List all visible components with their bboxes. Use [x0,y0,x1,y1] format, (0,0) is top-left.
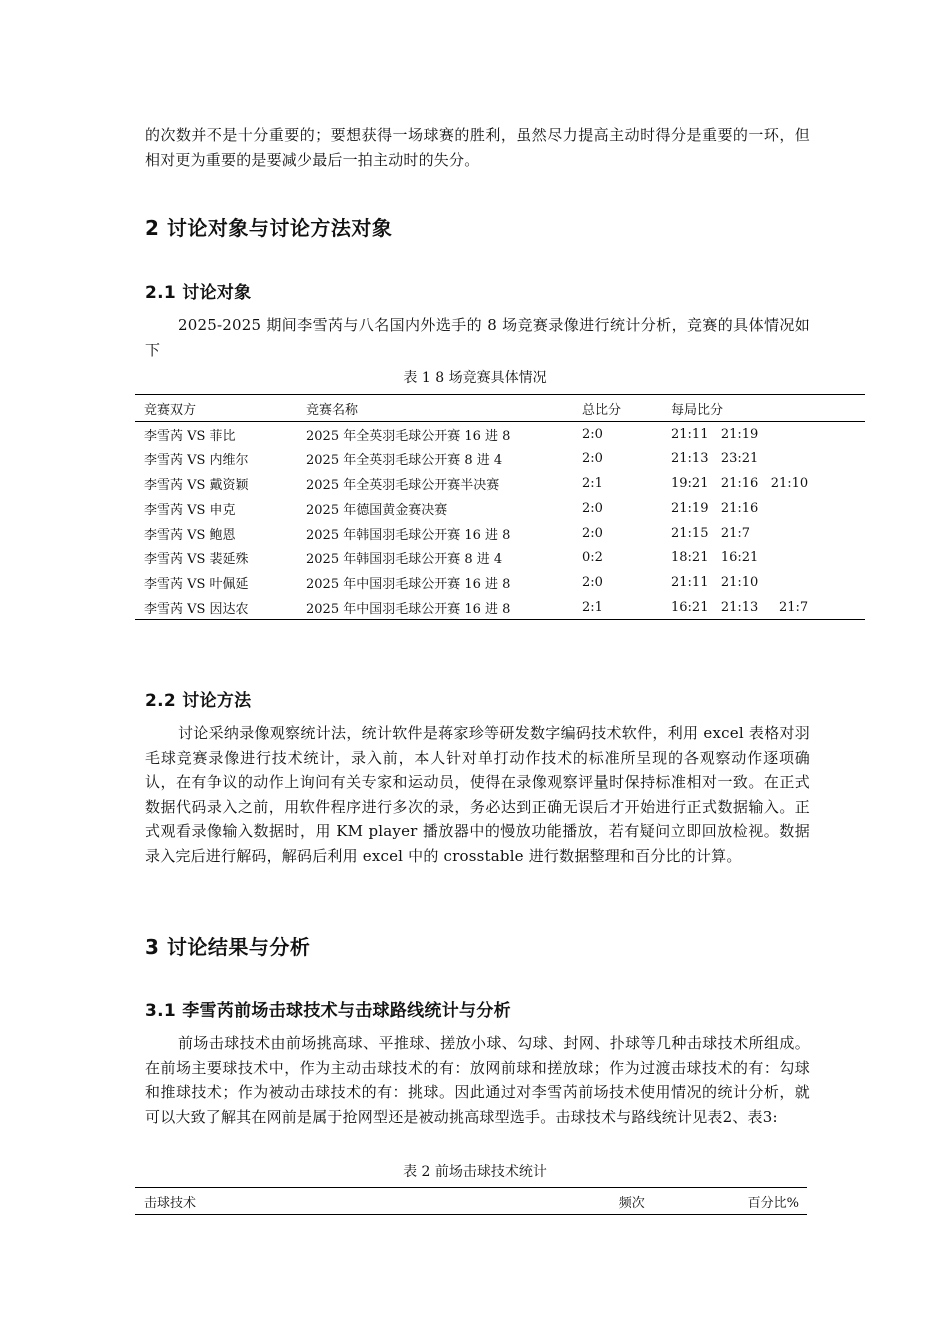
table-cell: 19:21 21:16 21:10 [671,475,809,491]
table-cell: 李雪芮 VS 菲比 [144,428,236,444]
table-2-header-row [135,1188,807,1215]
table-cell: 李雪芮 VS 裴延殊 [144,552,249,568]
table-cell: 2:0 [582,525,603,541]
table-row [135,595,865,620]
table-cell: 李雪芮 VS 戴资颖 [144,477,249,493]
intro-paragraph: 的次数并不是十分重要的；要想获得一场球赛的胜利，虽然尽力提高主动时得分是重要的一环，但相对更为重要的是要减少最后一拍主动时的失分。 [145,126,810,169]
table-row [135,446,865,471]
table-cell: 2025 年韩国羽毛球公开赛 16 进 8 [306,527,511,543]
table-cell: 2025 年德国黄金赛决赛 [306,502,448,518]
table-row [135,521,865,546]
table-1-caption: 表 1 8 场竞赛具体情况 [403,370,547,386]
table-1-header-cell: 总比分 [573,395,662,422]
table-2 [135,1187,807,1215]
table-cell: 21:11 21:19 [671,426,759,442]
table-cell: 18:21 16:21 [671,550,759,566]
table-cell: 21:15 21:7 [671,525,751,541]
table-cell: 2:0 [582,575,603,591]
table-row [135,570,865,595]
table-cell: 2:1 [582,599,603,615]
table-cell: 21:13 23:21 [671,451,759,467]
table-2-caption: 表 2 前场击球技术统计 [403,1164,547,1180]
table-1-header-row [135,395,865,422]
table-cell: 李雪芮 VS 鲍恩 [144,527,236,543]
table-cell: 2:0 [582,451,603,467]
table-row [135,422,865,447]
table-cell: 2025 年中国羽毛球公开赛 16 进 8 [306,601,511,617]
table-cell: 李雪芮 VS 内维尔 [144,453,249,469]
table-cell: 2025 年全英羽毛球公开赛 8 进 4 [306,453,503,469]
table-2-header-cell: 百分比% [747,1195,799,1211]
table-1-header-cell: 每局比分 [662,395,865,422]
table-cell: 21:19 21:16 [671,500,759,516]
section-3-1-paragraph: 前场击球技术由前场挑高球、平推球、搓放小球、勾球、封网、扑球等几种击球技术所组成。在前场主要球技术中，作为主动击球技术的有：放网前球和搓放球；作为过渡击球技术的有：勾球和推球技术；作为被动击球技术的有：挑球。因此通过对李雪芮前场技术使用情况的统计分析，就可以大致了解其在网前是属于抢网型还是被动挑高球型选手。击球技术与路线统计见表2、表3: [145,1034,810,1126]
table-cell: 21:11 21:10 [671,575,759,591]
table-cell: 16:21 21:13 21:7 [671,599,809,615]
table-2-header-cell: 频次 [618,1195,645,1211]
section-2-heading: 2 讨论对象与讨论方法对象 [145,216,393,240]
table-cell: 李雪芮 VS 申克 [144,502,236,518]
table-row [135,471,865,496]
table-cell: 2025 年韩国羽毛球公开赛 8 进 4 [306,552,503,568]
section-2-2-paragraph: 讨论采纳录像观察统计法，统计软件是蒋家珍等研发数字编码技术软件，利用 excel 表格对羽毛球竞赛录像进行技术统计，录入前，本人针对单打动作技术的标准所呈现的各观察动作逐项确认，在有争议的动作上询问有关专家和运动员，使得在录像观察评量时保持标准相对一致。在正式数据代码录入之前，用软件程序进行多次的录，务必达到正确无误后才开始进行正式数据输入。正式观看录像输入数据时，用 KM player 播放器中的慢放功能播放，若有疑问立即回放检视。数据录入完后进行解码，解码后利用 excel 中的 crosstable 进行数据整理和百分比的计算。 [145,724,810,865]
table-cell: 李雪芮 VS 因达农 [144,601,249,617]
section-3-heading: 3 讨论结果与分析 [145,935,311,959]
table-cell: 0:2 [582,550,603,566]
section-3-1-heading: 3.1 李雪芮前场击球技术与击球路线统计与分析 [145,1001,511,1021]
table-1-header-cell: 竞赛双方 [135,395,297,422]
section-2-1-heading: 2.1 讨论对象 [145,283,252,303]
section-2-2-heading: 2.2 讨论方法 [145,691,252,711]
table-cell: 2025 年全英羽毛球公开赛 16 进 8 [306,428,511,444]
table-1 [135,394,865,620]
table-cell: 2:0 [582,500,603,516]
table-cell: 2:1 [582,475,603,491]
table-row [135,545,865,570]
table-cell: 2:0 [582,426,603,442]
table-cell: 李雪芮 VS 叶佩延 [144,577,249,593]
section-2-1-paragraph: 2025-2025 期间李雪芮与八名国内外选手的 8 场竞赛录像进行统计分析，竞赛的具体情况如下 [145,316,810,359]
table-row [135,496,865,521]
table-cell: 2025 年中国羽毛球公开赛 16 进 8 [306,577,511,593]
table-cell: 2025 年全英羽毛球公开赛半决赛 [306,477,500,493]
table-1-header-cell: 竞赛名称 [297,395,573,422]
table-2-header-cell: 击球技术 [144,1195,197,1211]
